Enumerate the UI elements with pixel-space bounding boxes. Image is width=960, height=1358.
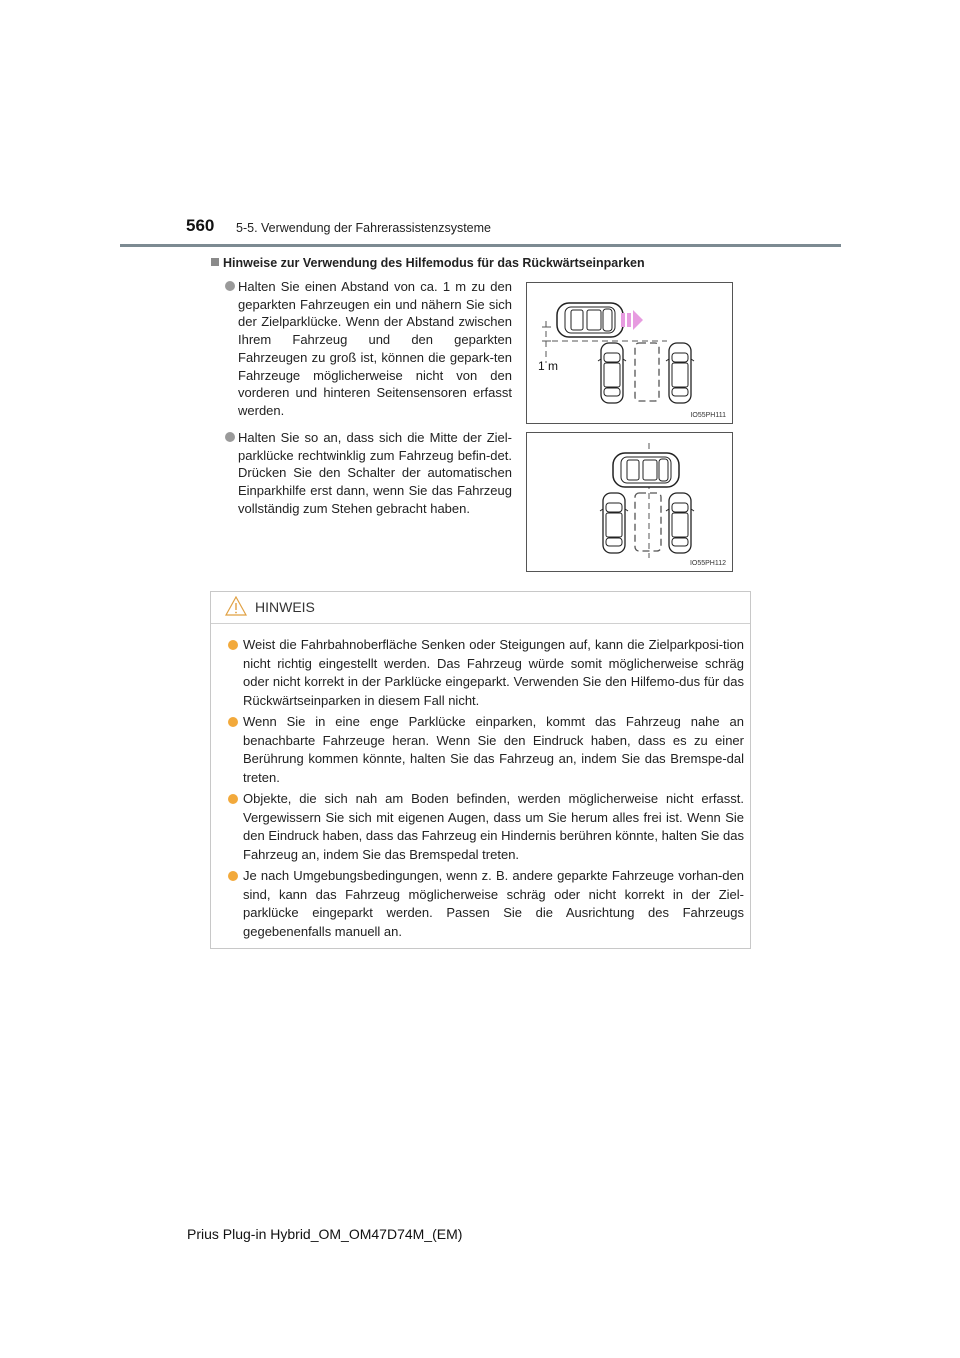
notice-header <box>211 592 750 624</box>
bullet-distance <box>238 278 512 420</box>
bullet-dot-icon <box>225 281 235 291</box>
section-title: 5-5. Verwendung der Fahrerassistenzsysteme <box>236 221 491 235</box>
notice-box <box>210 591 751 949</box>
notice-title: HINWEIS <box>255 599 315 615</box>
notice-item-text: Weist die Fahrbahnoberfläche Senken oder Steigungen auf, kann die Zielparkposi-tion nicht richtig eingestellt werden. Das Fahrzeug würde somit möglicherweise schräg oder nicht korrekt in der Parklücke eingeparkt. Verwenden Sie den Hilfemo-dus für das Rückwärtseinparken in diesem Fall nicht. <box>243 637 744 708</box>
bullet-stop-position <box>238 429 512 518</box>
target-parking-space <box>635 493 661 551</box>
bullet-dot-icon <box>228 640 238 650</box>
page-number: 560 <box>186 216 215 235</box>
direction-arrow-icon <box>621 310 643 330</box>
subheading-text: Hinweise zur Verwendung des Hilfemodus für das Rückwärtseinparken <box>223 256 645 270</box>
parking-stop-illustration <box>527 433 732 571</box>
figure-code: IO55PH111 <box>690 412 726 419</box>
bullet-text: Halten Sie einen Abstand von ca. 1 m zu den geparkten Fahrzeugen ein und nähern Sie sich der Zielparklücke. Wenn der Abstand zwischen Ihrem Fahrzeug und den geparkten Fahrzeugen zu groß ist, können die gepark-ten Fahrzeuge möglicherweise nicht von den vorderen und hinteren Seitensensoren erfasst werden. <box>238 279 512 418</box>
figure-stop-position <box>526 432 733 572</box>
notice-item-text: Wenn Sie in eine enge Parklücke einparken, kommt das Fahrzeug nahe an benachbarte Fahrzeuge heran. Wenn Sie den Eindruck haben, dass es zu einer Berührung kommen könnte, halten Sie das Fahrzeug an, indem Sie das Bremspe-dal treten. <box>243 714 744 785</box>
footer-document-id: Prius Plug-in Hybrid_OM_OM47D74M_(EM) <box>187 1226 463 1242</box>
subheading <box>211 256 645 270</box>
figure-approach-parking-space <box>526 282 733 424</box>
target-parking-space <box>635 343 659 401</box>
notice-item <box>243 790 744 864</box>
notice-item-text: Je nach Umgebungsbedingungen, wenn z. B. andere geparkte Fahrzeuge vorhan-den sind, kann das Fahrzeug möglicherweise schräg oder nicht korrekt in der Ziel-parklücke eingeparkt werden. Passen Sie die Ausrichtung des Fahrzeugs gegebenenfalls manuell an. <box>243 868 744 939</box>
warning-triangle-icon <box>225 596 247 616</box>
notice-item-text: Objekte, die sich nah am Boden befinden, werden möglicherweise nicht erfasst. Vergewissern Sie sich mit eigenen Augen, dass um Sie herum alles frei ist. Wenn Sie den Eindruck haben, dass das Fahrzeug ein Hindernis berühren könnte, halten Sie das Fahrzeug an, indem Sie das Bremspedal treten. <box>243 791 744 862</box>
bullet-text: Halten Sie so an, dass sich die Mitte der Ziel-parklücke rechtwinklig zum Fahrzeug befin-det. Drücken Sie den Schalter der automatischen Einparkhilfe erst dann, wenn Sie das Fahrzeug vollständig zum Stehen gebracht haben. <box>238 430 512 516</box>
square-bullet-icon <box>211 258 219 266</box>
header-rule <box>120 244 841 247</box>
bullet-dot-icon <box>228 871 238 881</box>
notice-item <box>243 867 744 941</box>
parking-approach-illustration <box>527 283 732 423</box>
own-vehicle <box>613 453 679 487</box>
bullet-dot-icon <box>228 717 238 727</box>
distance-label: 1 m <box>538 359 559 373</box>
bullet-dot-icon <box>225 432 235 442</box>
notice-item <box>243 713 744 787</box>
notice-item <box>243 636 744 710</box>
figure-code: IO55PH112 <box>689 560 726 567</box>
bullet-dot-icon <box>228 794 238 804</box>
own-vehicle <box>557 303 623 337</box>
